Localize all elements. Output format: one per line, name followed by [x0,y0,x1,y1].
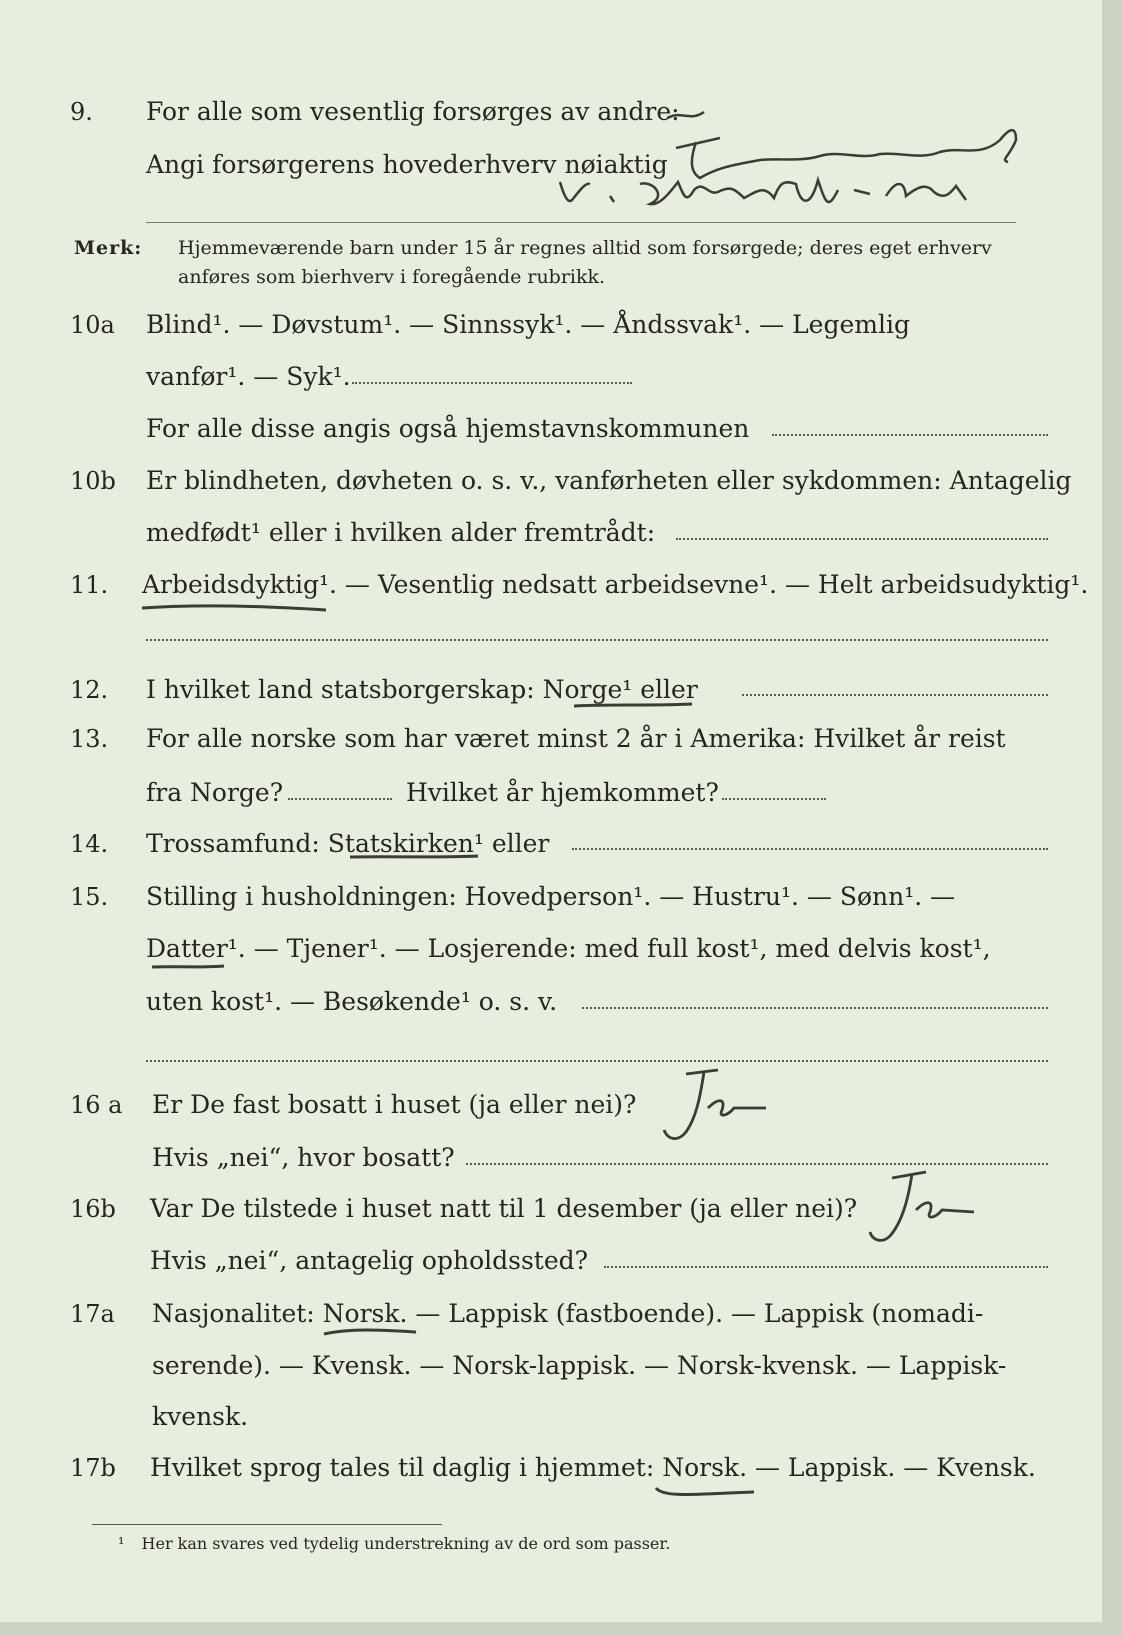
question-13 [0,719,1122,759]
answer-line [604,1266,1048,1268]
question-number: 15. [70,883,109,911]
question-text: medfødt¹ eller i hvilken alder fremtrådt: [146,518,656,547]
question-15-line3 [0,982,1122,1022]
question-number: 12. [70,676,109,704]
answer-line [582,1007,1048,1009]
question-10a-line3 [0,409,1122,449]
answer-line [352,382,632,384]
question-16b-line2 [0,1241,1122,1281]
merk-text: anføres som bierhverv i foregående rubrikk. [178,266,606,288]
question-text: Arbeidsdyktig¹. — Vesentlig nedsatt arbeidsevne¹. — Helt arbeidsudyktig¹. [142,570,1089,599]
answer-line [722,798,826,800]
question-number: 10b [70,467,116,495]
question-number: 17a [70,1300,115,1328]
question-number: 17b [70,1454,116,1482]
question-text: Datter¹. — Tjener¹. — Losjerende: med full kost¹, med delvis kost¹, [146,934,991,963]
question-text: Hvilket år hjemkommet? [406,778,719,807]
merk-text: Hjemmeværende barn under 15 år regnes alltid som forsørgede; deres eget erhverv [178,237,992,259]
merk-label: Merk: [74,237,143,259]
answer-line [742,694,1048,696]
question-number: 10a [70,311,115,339]
question-11 [0,565,1122,605]
question-text: For alle som vesentlig forsørges av andre: [146,97,680,126]
answer-line [772,434,1048,436]
answer-line [288,798,392,800]
question-10a-line2 [0,357,1122,397]
handwritten-answer-ja [862,1170,992,1250]
question-13-line2 [0,773,1122,813]
answer-line [676,538,1048,540]
question-text: Angi forsørgerens hovederhverv nøiaktig [146,150,668,179]
question-text: Er blindheten, døvheten o. s. v., vanførheten eller sykdommen: Antagelig [146,466,1072,495]
question-number: 16b [70,1195,116,1223]
question-number: 16 a [70,1091,123,1119]
underline-mark [348,852,488,866]
page-edge-bottom [0,1622,1122,1636]
question-text: kvensk. [152,1402,249,1431]
handwritten-occupation [660,100,1060,230]
question-text: For alle norske som har været minst 2 år i Amerika: Hvilket år reist [146,724,1006,753]
question-17b [0,1448,1122,1488]
underline-mark [654,1484,764,1502]
footnote [118,1532,670,1556]
question-15 [0,877,1122,917]
question-text: uten kost¹. — Besøkende¹ o. s. v. [146,987,558,1016]
underline-mark [140,600,340,620]
answer-line [146,639,1048,641]
footnote-text: Her kan svares ved tydelig understrekning av de ord som passer. [141,1534,671,1553]
underline-mark [322,1326,422,1342]
question-number: 14. [70,830,109,858]
question-14 [0,824,1122,864]
handwritten-answer-ja [656,1068,776,1148]
question-text: For alle disse angis også hjemstavnskommunen [146,414,750,443]
question-text: Trossamfund: Statskirken¹ eller [146,829,550,858]
question-17a [0,1294,1122,1334]
question-12 [0,670,1122,710]
footnote-mark: ¹ [118,1534,125,1553]
question-text: Hvilket sprog tales til daglig i hjemmet: Norsk. — Lappisk. — Kvensk. [150,1453,1036,1482]
question-text: Blind¹. — Døvstum¹. — Sinnssyk¹. — Åndssvak¹. — Legemlig [146,310,910,339]
question-text: Stilling i husholdningen: Hovedperson¹. — Hustru¹. — Sønn¹. — [146,882,956,911]
question-text: I hvilket land statsborgerskap: Norge¹ eller [146,675,698,704]
footnote-rule [92,1524,442,1525]
question-text: Nasjonalitet: Norsk. — Lappisk (fastboende). — Lappisk (nomadi- [152,1299,984,1328]
question-text: vanfør¹. — Syk¹. [146,362,351,391]
question-10b-line2 [0,513,1122,553]
question-16a [0,1085,1122,1125]
question-text: Var De tilstede i huset natt til 1 desember (ja eller nei)? [150,1194,858,1223]
question-text: Hvis „nei“, antagelig opholdssted? [150,1246,589,1275]
question-text: Er De fast bosatt i huset (ja eller nei)? [152,1090,637,1119]
question-17a-line3 [0,1397,1122,1437]
underline-mark [150,962,230,976]
answer-line [572,848,1048,850]
question-10b [0,461,1122,501]
merk-note-line2 [0,263,1122,303]
question-text: Hvis „nei“, hvor bosatt? [152,1143,455,1172]
question-10a [0,305,1122,345]
question-text: serende). — Kvensk. — Norsk-lappisk. — Norsk-kvensk. — Lappisk- [152,1351,1007,1380]
answer-line [466,1163,1048,1165]
question-number: 9. [70,98,93,126]
answer-line [146,1060,1048,1062]
question-number: 11. [70,571,109,599]
underline-mark [572,700,702,716]
question-17a-line2 [0,1346,1122,1386]
question-number: 13. [70,725,109,753]
question-text: fra Norge? [146,778,284,807]
